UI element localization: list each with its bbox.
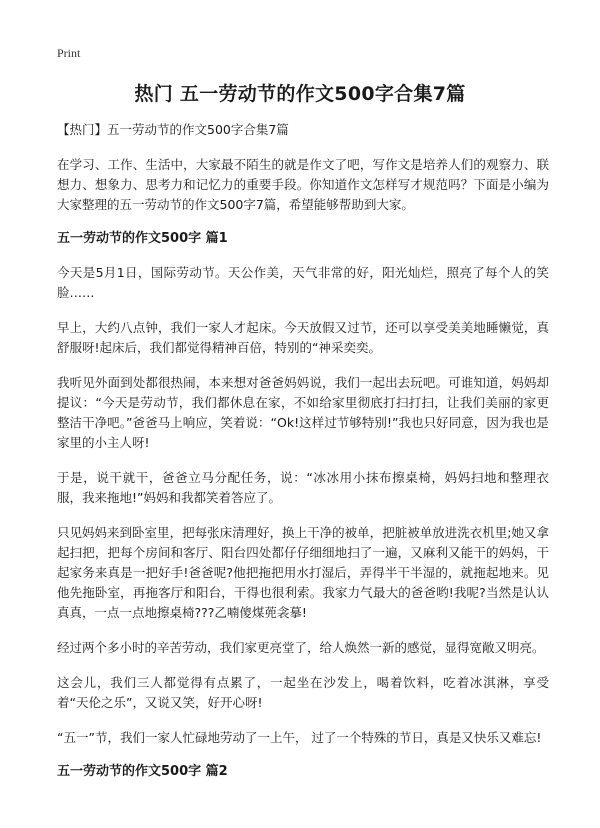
section-1-paragraph-6: 经过两个多小时的辛苦劳动，我们家更亮堂了，给人焕然一新的感觉，显得宽敞又明亮。 [57, 640, 545, 655]
intro-paragraph: 在学习、工作、生活中，大家最不陌生的就是作文了吧，写作文是培养人们的观察力、联想力、想象力、思考力和记忆力的重要手段。你知道作文怎样写才规范吗？下面是小编为大家整理的五一劳动节的作文500字7篇，希望能够帮助到大家。 [57, 157, 549, 212]
section-1-paragraph-7: 这会儿，我们三人都觉得有点累了，一起坐在沙发上，喝着饮料，吃着冰淇淋，享受着“天伦之乐”，又说又笑，好开心呀! [57, 675, 549, 710]
article-body [57, 121, 549, 796]
intro-subtitle: 【热门】五一劳动节的作文500字合集7篇 [57, 122, 289, 137]
section-heading-2: 五一劳动节的作文500字 篇2 [57, 764, 228, 779]
section-1-paragraph-2: 早上，大约八点钟，我们一家人才起床。今天放假又过节，还可以享受美美地睡懒觉，真舒服呀!起床后，我们都觉得精神百倍，特别的“神采奕奕。 [57, 320, 549, 355]
section-1-paragraph-8: “五一”节，我们一家人忙碌地劳动了一上午， 过了一个特殊的节日，真是又快乐又难忘! [57, 730, 542, 745]
section-heading-1: 五一劳动节的作文500字 篇1 [57, 231, 228, 246]
section-1-paragraph-4: 于是，说干就干，爸爸立马分配任务，说：“冰冰用小抹布擦桌椅，妈妈扫地和整理衣服，我来拖地!”妈妈和我都笑着答应了。 [57, 470, 549, 505]
document-title: 热门 五一劳动节的作文500字合集7篇 [134, 83, 466, 105]
section-1-paragraph-3: 我听见外面到处都很热闹，本来想对爸爸妈妈说，我们一起出去玩吧。可谁知道，妈妈却提议：“今天是劳动节，我们都休息在家，不如给家里彻底打扫打扫，让我们美丽的家更整洁干净吧。”爸爸马上响应，笑着说：“Ok!这样过节够特别!”我也只好同意，因为我也是家里的小主人呀! [57, 375, 549, 450]
section-1-paragraph-5: 只见妈妈来到卧室里，把每张床清理好，换上干净的被单，把脏被单放进洗衣机里;她又拿起扫把，把每个房间和客厅、阳台四处都仔仔细细地扫了一遍，又麻利又能干的妈妈，干起家务来真是一把好手!爸爸呢?他把拖把用水打湿后，弄得半干半湿的，就拖起地来。见他先拖卧室，再拖客厅和阳台，干得也很利索。我家力气最大的爸爸哟!我呢?当然是认认真真，一点一点地擦桌椅???乙喃傻煤蔸衾摹! [57, 525, 549, 620]
print-link[interactable]: Print [57, 46, 81, 60]
section-1-paragraph-1: 今天是5月1日，国际劳动节。天公作美，天气非常的好，阳光灿烂，照亮了每个人的笑脸…… [57, 265, 549, 300]
